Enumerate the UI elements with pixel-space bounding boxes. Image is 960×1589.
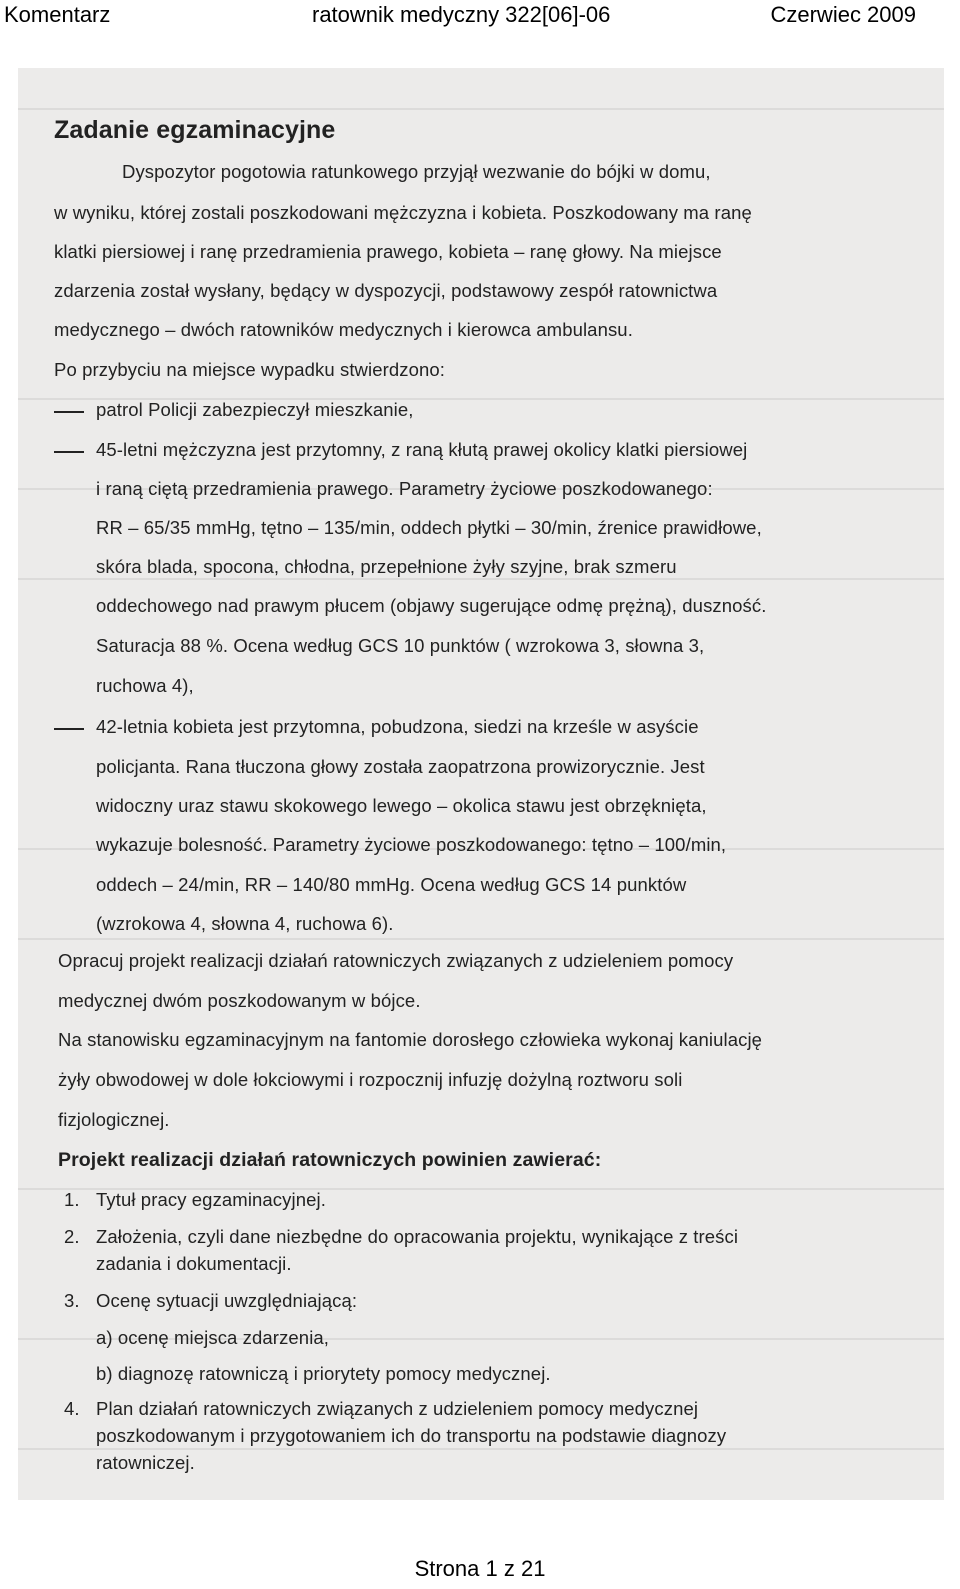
list-number: 1. [64, 1189, 80, 1210]
list-number: 3. [64, 1290, 80, 1311]
intro-line: medycznego – dwóch ratowników medycznych i kierowca ambulansu. [54, 319, 633, 340]
intro-line: Dyspozytor pogotowia ratunkowego przyjął wezwanie do bójki w domu, [122, 161, 711, 182]
project-heading: Projekt realizacji działań ratowniczych powinien zawierać: [58, 1149, 602, 1171]
list-item-cont: ratowniczej. [96, 1452, 195, 1473]
bullet-man-line: ruchowa 4), [96, 675, 194, 696]
page-number: Strona 1 z 21 [414, 1556, 546, 1581]
bullet-woman-line: wykazuje bolesność. Parametry życiowe poszkodowanego: tętno – 100/min, [96, 834, 727, 855]
instruction-line: medycznej dwóm poszkodowanym w bójce. [58, 990, 421, 1011]
intro-line: klatki piersiowej i ranę przedramienia prawego, kobieta – ranę głowy. Na miejsce [54, 241, 722, 262]
instruction-line: Na stanowisku egzaminacyjnym na fantomie dorosłego człowieka wykonaj kaniulację [58, 1029, 763, 1050]
instruction-line: fizjologicznej. [58, 1109, 170, 1130]
bullet-woman-line: 42-letnia kobieta jest przytomna, pobudzona, siedzi na krześle w asyście [96, 716, 699, 737]
instruction-line: Opracuj projekt realizacji działań ratowniczych związanych z udzieleniem pomocy [58, 950, 734, 971]
instruction-line: żyły obwodowej w dole łokciowymi i rozpocznij infuzję dożylną roztworu soli [58, 1069, 683, 1090]
list-item: Ocenę sytuacji uwzględniającą: [96, 1290, 358, 1311]
list-item-cont: zadania i dokumentacji. [96, 1253, 292, 1274]
bullet-woman-line: (wzrokowa 4, słowna 4, ruchowa 6). [96, 913, 394, 934]
bullet-man-line: RR – 65/35 mmHg, tętno – 135/min, oddech płytki – 30/min, źrenice prawidłowe, [96, 517, 762, 538]
bullet-man-line: Saturacja 88 %. Ocena według GCS 10 punktów ( wzrokowa 3, słowna 3, [96, 635, 705, 656]
bullet-woman-line: policjanta. Rana tłuczona głowy została zaopatrzona prowizorycznie. Jest [96, 756, 705, 777]
list-item: Założenia, czyli dane niezbędne do opracowania projektu, wynikające z treści [96, 1226, 739, 1247]
bullet-woman-line: oddech – 24/min, RR – 140/80 mmHg. Ocena według GCS 14 punktów [96, 874, 687, 895]
bullet-dash [54, 411, 84, 413]
page-header [0, 0, 960, 32]
bullet-man-line: skóra blada, spocona, chłodna, przepełnione żyły szyjne, brak szmeru [96, 556, 677, 577]
sub-item: b) diagnozę ratowniczą i priorytety pomocy medycznej. [96, 1363, 551, 1384]
task-title: Zadanie egzaminacyjne [54, 116, 336, 144]
header-center: ratownik medyczny 322[06]-06 [312, 2, 611, 27]
bullet-police: patrol Policji zabezpieczył mieszkanie, [96, 399, 414, 420]
list-number: 4. [64, 1398, 80, 1419]
exam-task [18, 68, 944, 1500]
header-left: Komentarz [4, 2, 111, 27]
bullet-dash [54, 451, 84, 453]
list-item-cont: poszkodowanym i przygotowaniem ich do transportu na podstawie diagnozy [96, 1425, 727, 1446]
sub-item: a) ocenę miejsca zdarzenia, [96, 1327, 330, 1348]
list-number: 2. [64, 1226, 80, 1247]
intro-line: zdarzenia został wysłany, będący w dyspozycji, podstawowy zespół ratownictwa [54, 280, 718, 301]
bullet-man-line: i raną ciętą przedramienia prawego. Parametry życiowe poszkodowanego: [96, 478, 713, 499]
bullet-man-line: 45-letni mężczyzna jest przytomny, z raną kłutą prawej okolicy klatki piersiowej [96, 439, 748, 460]
bullet-woman-line: widoczny uraz stawu skokowego lewego – okolica stawu jest obrzęknięta, [96, 795, 707, 816]
header-right: Czerwiec 2009 [770, 2, 916, 27]
findings-intro: Po przybyciu na miejsce wypadku stwierdzono: [54, 359, 446, 380]
list-item: Plan działań ratowniczych związanych z udzieleniem pomocy medycznej [96, 1398, 699, 1419]
intro-line: w wyniku, której zostali poszkodowani mężczyzna i kobieta. Poszkodowany ma ranę [54, 202, 752, 223]
list-item: Tytuł pracy egzaminacyjnej. [96, 1189, 326, 1210]
scanned-page [18, 68, 944, 1500]
bullet-man-line: oddechowego nad prawym płucem (objawy sugerujące odmę prężną), duszność. [96, 595, 767, 616]
bullet-dash [54, 728, 84, 730]
